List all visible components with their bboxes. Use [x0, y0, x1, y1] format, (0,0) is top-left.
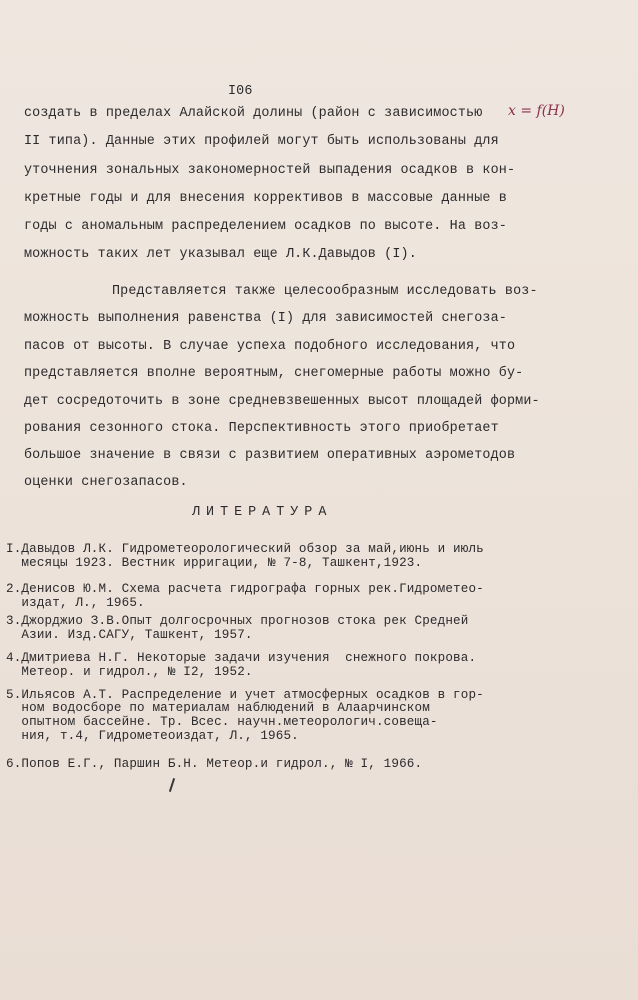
paragraph-line: пасов от высоты. В случае успеха подобного исследования, что: [24, 339, 516, 354]
paragraph-line: уточнения зональных закономерностей выпадения осадков в кон-: [24, 163, 516, 178]
paragraph-line: кретные годы и для внесения коррективов в массовые данные в: [24, 191, 507, 206]
references-title: ЛИТЕРАТУРА: [192, 505, 333, 520]
paragraph-line: представляется вполне вероятным, снегомерные работы можно бу-: [24, 366, 524, 381]
reference-item-4: 4.Дмитриева Н.Г. Некоторые задачи изучения снежного покрова.: [6, 651, 477, 665]
reference-item-5-cont: ном водосборе по материалам наблюдений в Алаарчинском: [6, 701, 430, 715]
reference-item-1: I.Давыдов Л.К. Гидрометеорологический обзор за май,июнь и июль: [6, 542, 484, 556]
paragraph-line: годы с аномальным распределением осадков по высоте. На воз-: [24, 219, 507, 234]
paragraph-line: оценки снегозапасов.: [24, 475, 188, 490]
paragraph-line: можность таких лет указывал еще Л.К.Давыдов (I).: [24, 247, 417, 262]
reference-item-3: 3.Джорджио З.В.Опыт долгосрочных прогнозов стока рек Средней: [6, 614, 469, 628]
reference-item-5-cont: опытном бассейне. Тр. Всес. научн.метеорологич.совеща-: [6, 715, 438, 729]
handwritten-formula: x = f(H): [508, 103, 565, 119]
pen-mark: [169, 778, 175, 792]
page-number: I06: [228, 84, 253, 99]
paragraph-line: II типа). Данные этих профилей могут быть использованы для: [24, 134, 499, 149]
reference-item-4-cont: Метеор. и гидрол., № I2, 1952.: [6, 665, 253, 679]
paragraph-line: Представляется также целесообразным исследовать воз-: [112, 284, 538, 299]
reference-item-5: 5.Ильясов А.Т. Распределение и учет атмосферных осадков в гор-: [6, 688, 484, 702]
reference-item-2: 2.Денисов Ю.М. Схема расчета гидрографа горных рек.Гидрометео-: [6, 582, 484, 596]
paragraph-line: создать в пределах Алайской долины (район с зависимостью: [24, 106, 483, 121]
paragraph-line: дет сосредоточить в зоне средневзвешенных высот площадей форми-: [24, 394, 540, 409]
paragraph-line: большое значение в связи с развитием оперативных аэрометодов: [24, 448, 516, 463]
reference-item-1-cont: месяцы 1923. Вестник ирригации, № 7-8, Ташкент,1923.: [6, 556, 423, 570]
reference-item-2-cont: издат, Л., 1965.: [6, 596, 145, 610]
paragraph-line: можность выполнения равенства (I) для зависимостей снегоза-: [24, 311, 507, 326]
reference-item-6: 6.Попов Е.Г., Паршин Б.Н. Метеор.и гидрол., № I, 1966.: [6, 757, 423, 771]
paragraph-line: рования сезонного стока. Перспективность этого приобретает: [24, 421, 499, 436]
reference-item-5-cont: ния, т.4, Гидрометеоиздат, Л., 1965.: [6, 729, 299, 743]
reference-item-3-cont: Азии. Изд.САГУ, Ташкент, 1957.: [6, 628, 253, 642]
